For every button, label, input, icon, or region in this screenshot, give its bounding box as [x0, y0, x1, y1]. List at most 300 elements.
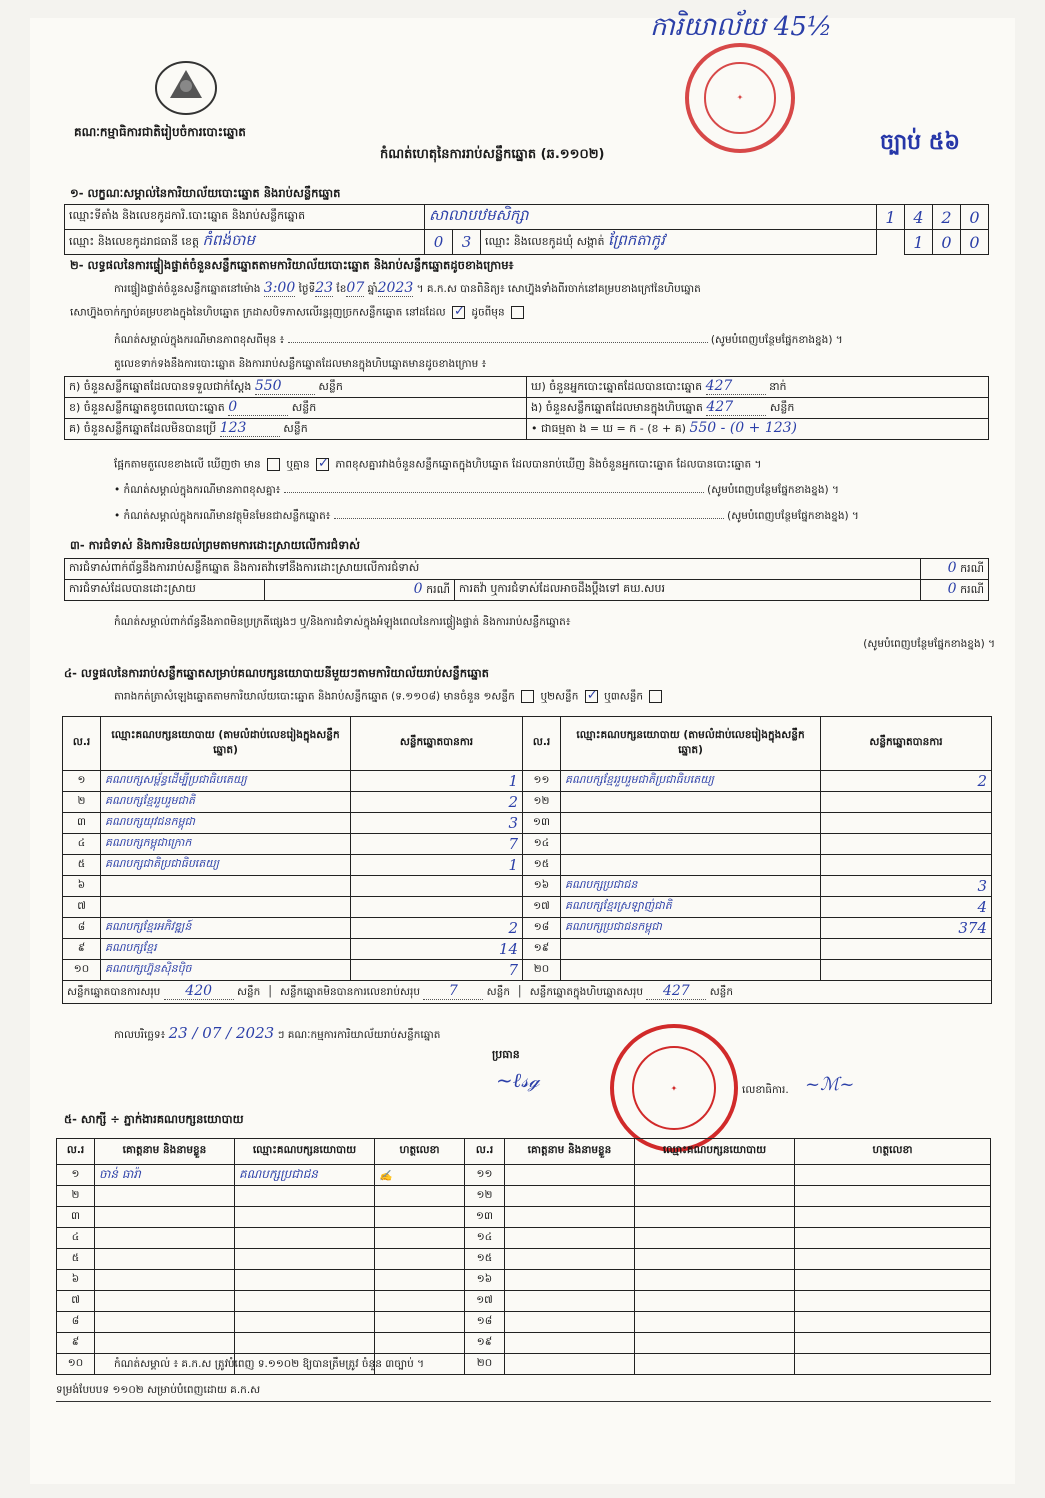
vote-right-party — [561, 960, 821, 981]
bullet1-text: • កំណត់សម្គាល់ក្នុងករណីមានភាពខុសគ្នា៖ — [114, 484, 281, 496]
vote-left-party: គណបក្សខ្មែរ — [101, 939, 351, 960]
total-invalid-label: សន្លឹកឆ្នោតមិនបានការលេខរាប់សរុប — [280, 986, 420, 998]
opt3-label: ឬ៣សន្លឹក — [604, 690, 644, 703]
col-votes-right: សន្លឹកឆ្នោតបានការ — [821, 717, 992, 771]
witness-left-name — [95, 1186, 235, 1207]
org-name: គណៈកម្មាធិការជាតិរៀបចំការបោះឆ្នោត — [74, 125, 246, 139]
witness-left-name: ចាន់ ធារ៉ា — [95, 1165, 235, 1186]
province-code-1: 0 — [425, 230, 453, 255]
line3-text: កំណត់សម្គាល់ក្នុងករណីមានភាពខុសពីមុន ៖ — [114, 334, 285, 346]
witness-left-sign — [375, 1291, 465, 1312]
witness-right-name — [505, 1165, 635, 1186]
resolved-label: ការជំទាស់ដែលបានដោះស្រាយ — [65, 580, 265, 601]
vote-left-no: ១ — [63, 771, 101, 792]
witness-right-party — [635, 1312, 795, 1333]
witness-right-no: ១៩ — [465, 1333, 505, 1354]
witness-left-name — [95, 1228, 235, 1249]
vote-right-party: គណបក្សប្រជាជនកម្ពុជា — [561, 918, 821, 939]
witness-right-sign — [795, 1354, 991, 1375]
section2-line4: តួលេខទាក់ទងនឹងការបោះឆ្នោត និងការរាប់សន្លឹកឆ្នោតដែលមានក្នុងហិបឆ្នោតមានដូចខាងក្រោម ៖ — [114, 358, 487, 370]
section2-line3 — [114, 334, 994, 349]
vote-left-votes: 7 — [351, 960, 523, 981]
vote-left-party: គណបក្សជាតិប្រជាធិបតេយ្យ — [101, 855, 351, 876]
witness-row — [57, 1186, 991, 1207]
witness-right-sign — [795, 1270, 991, 1291]
e-label: ង) ចំនួនសន្លឹកឆ្នោតដែលមានក្នុងហិបឆ្នោត — [531, 401, 703, 414]
date-value: 23 / 07 / 2023 — [168, 1024, 275, 1042]
formula — [527, 419, 989, 440]
bullet1-hint: (សូមបំពេញបន្ថែមផ្នែកខាងខ្នង) ។ — [707, 484, 839, 496]
section2-title: ២- លទ្ធផលនៃការផ្ទៀងផ្ទាត់ចំនួនសន្លឹកឆ្នោតតាមការិយាល័យបោះឆ្នោត និងរាប់សន្លឹកឆ្នោតដូចខាងក្រោម៖ — [70, 258, 514, 272]
witness-right-sign — [795, 1186, 991, 1207]
col-party-right: ឈ្មោះគណបក្សនយោបាយ (តាមលំដាប់លេខរៀងក្នុងសន្លឹកឆ្នោត) — [561, 717, 821, 771]
province-value: កំពង់ចាម — [202, 231, 255, 249]
chair-signature: ~ℓ𝓈ℊ — [496, 1068, 540, 1092]
vote-right-party — [561, 855, 821, 876]
vote-row — [63, 876, 992, 897]
witness-left-name — [95, 1249, 235, 1270]
witness-right-no: ១៨ — [465, 1312, 505, 1333]
total-box-unit: សន្លឹក — [709, 986, 734, 998]
resolved-value: 0 — [413, 581, 423, 597]
witness-right-party — [635, 1333, 795, 1354]
commune-label-text: ឈ្មោះ និងលេខកូដឃុំ សង្កាត់ — [485, 235, 605, 248]
form-footer: ទម្រង់បែបបទ ១១០២ សម្រាប់បំពេញដោយ គ.ក.ស — [56, 1384, 991, 1402]
vote-row — [63, 918, 992, 939]
day-label: ថ្ងៃទី — [298, 283, 316, 295]
objection-count — [920, 559, 988, 580]
site-code-3: 2 — [933, 205, 961, 230]
vote-left-votes: 14 — [351, 939, 523, 960]
line3-hint: (សូមបំពេញបន្ថែមផ្នែកខាងខ្នង) ។ — [710, 334, 843, 346]
committee-label: ៗ គណៈកម្មការការិយាល័យរាប់សន្លឹកឆ្នោត — [277, 1029, 441, 1041]
figure-b — [65, 398, 527, 419]
witness-right-no: ១១ — [465, 1165, 505, 1186]
vote-right-votes — [821, 813, 992, 834]
witness-left-sign — [375, 1333, 465, 1354]
vote-left-party — [101, 897, 351, 918]
witness-left-name — [95, 1207, 235, 1228]
witness-left-no: ៥ — [57, 1249, 95, 1270]
witness-left-sign — [375, 1312, 465, 1333]
resolved-unit: ករណី — [426, 583, 450, 596]
section5-note: កំណត់សម្គាល់ ៖ គ.ក.ស ត្រូវបំពេញ ទ.១១០២ ឱ្យបានត្រឹមត្រូវ ចំនួន ៣ច្បាប់ ។ — [114, 1358, 425, 1370]
vote-row — [63, 792, 992, 813]
objection-value: 0 — [947, 560, 957, 576]
witness-left-sign — [375, 1270, 465, 1291]
section3-hint: (សូមបំពេញបន្ថែមផ្នែកខាងខ្នង) ។ — [863, 638, 995, 650]
witness-row — [57, 1270, 991, 1291]
vote-left-votes: 3 — [351, 813, 523, 834]
vote-right-no: ១៩ — [523, 939, 561, 960]
witness-right-name — [505, 1186, 635, 1207]
vote-left-votes — [351, 897, 523, 918]
line5b-text: ឬគ្មាន — [286, 458, 310, 471]
opt-same-label: ដូចពីមុន — [471, 306, 505, 319]
witness-right-sign — [795, 1228, 991, 1249]
figure-c — [65, 419, 527, 440]
section4-sub — [114, 690, 665, 706]
witness-left-name — [95, 1333, 235, 1354]
witness-right-no: ១២ — [465, 1186, 505, 1207]
vote-right-votes — [821, 939, 992, 960]
section1-table — [64, 204, 989, 255]
bullet2-line — [114, 510, 994, 525]
witness-left-no: ៨ — [57, 1312, 95, 1333]
different-checkbox[interactable] — [511, 306, 524, 319]
witness-row — [57, 1228, 991, 1249]
date-line — [114, 1024, 440, 1044]
witness-left-party — [235, 1207, 375, 1228]
d-label: ឃ) ចំនួនអ្នកបោះឆ្នោតដែលបានបោះឆ្នោត — [531, 380, 703, 393]
total-valid-unit: សន្លឹក — [237, 986, 261, 998]
witness-right-sign — [795, 1207, 991, 1228]
appeal-unit: ករណី — [960, 583, 984, 596]
witness-right-no: ១៣ — [465, 1207, 505, 1228]
witness-left-sign: ✍ — [375, 1165, 465, 1186]
section2-line1 — [114, 280, 994, 298]
figure-a — [65, 377, 527, 398]
vote-left-no: ៥ — [63, 855, 101, 876]
vote-right-no: ១៥ — [523, 855, 561, 876]
vote-left-votes: 1 — [351, 855, 523, 876]
col-party-left: ឈ្មោះគណបក្សនយោបាយ (តាមលំដាប់លេខរៀងក្នុងសន្លឹកឆ្នោត) — [101, 717, 351, 771]
vote-left-party: គណបក្សខ្មែររួបរួមជាតិ — [101, 792, 351, 813]
commune-value: ព្រែកតាកូវ — [608, 231, 665, 249]
objection-unit: ករណី — [960, 562, 984, 575]
witness-right-sign — [795, 1291, 991, 1312]
witness-left-name — [95, 1270, 235, 1291]
col-votes-left: សន្លឹកឆ្នោតបានការ — [351, 717, 523, 771]
vote-right-no: ១៤ — [523, 834, 561, 855]
witness-left-party — [235, 1312, 375, 1333]
vote-right-no: ១១ — [523, 771, 561, 792]
w-col-no-left: ល.រ — [57, 1139, 95, 1165]
witness-left-party — [235, 1333, 375, 1354]
w-col-name-right: គោត្តនាម និងនាមខ្លួន — [505, 1139, 635, 1165]
appeal-label: ការតវ៉ា ឬការជំទាស់ដែលអាចដឹងប្តឹងទៅ គឃ.សបរ — [455, 580, 921, 601]
section4-title: ៤- លទ្ធផលនៃការរាប់សន្លឹកឆ្នោតសម្រាប់គណបក្សនយោបាយនីមួយៗតាមការិយាល័យរាប់សន្លឹកឆ្នោត — [64, 666, 489, 680]
d-value: 427 — [706, 378, 766, 395]
vote-left-no: ១០ — [63, 960, 101, 981]
witness-right-name — [505, 1291, 635, 1312]
vote-right-votes: 2 — [821, 771, 992, 792]
w-col-sign-right: ហត្ថលេខា — [795, 1139, 991, 1165]
day-value: 23 — [315, 280, 334, 296]
month-value: 07 — [346, 280, 365, 296]
vote-left-no: ៤ — [63, 834, 101, 855]
witness-right-party — [635, 1249, 795, 1270]
form-title: កំណត់ហេតុនៃការរាប់សន្លឹកឆ្នោត (ឆ.១១០២) — [380, 147, 605, 162]
time-value: 3:00 — [263, 280, 296, 296]
a-value: 550 — [255, 378, 315, 395]
witness-right-party — [635, 1228, 795, 1249]
vote-right-party — [561, 939, 821, 960]
vote-right-no: ១៧ — [523, 897, 561, 918]
section2-line5 — [114, 458, 994, 474]
figure-d — [527, 377, 989, 398]
has-difference-checkbox[interactable] — [267, 458, 280, 471]
section3-title: ៣- ការជំទាស់ និងការមិនយល់ព្រមតាមការដោះស្រាយលើការជំទាស់ — [70, 538, 361, 552]
witness-left-no: ៣ — [57, 1207, 95, 1228]
ballot-count-form — [30, 12, 1015, 1484]
formula-value: 550 - (0 + 123) — [689, 420, 798, 436]
vote-right-votes: 3 — [821, 876, 992, 897]
vote-row — [63, 960, 992, 981]
site-label: ឈ្មោះទីតាំង និងលេខកូដការិ.បោះឆ្នោត និងរាប់សន្លឹកឆ្នោត — [65, 205, 425, 230]
official-stamp-bottom: ✦ — [610, 1024, 738, 1152]
vote-left-party: គណបក្សសម្ព័ន្ធដើម្បីប្រជាធិបតេយ្យ — [101, 771, 351, 792]
witness-left-name — [95, 1312, 235, 1333]
witness-right-party — [635, 1270, 795, 1291]
bullet1-line — [114, 484, 994, 499]
witness-left-no: ៦ — [57, 1270, 95, 1291]
witness-row — [57, 1333, 991, 1354]
vote-right-no: ១៦ — [523, 876, 561, 897]
witness-row — [57, 1291, 991, 1312]
witness-right-sign — [795, 1165, 991, 1186]
witness-row — [57, 1165, 991, 1186]
vote-right-votes: 4 — [821, 897, 992, 918]
vote-right-no: ១៨ — [523, 918, 561, 939]
site-code-1: 1 — [877, 205, 905, 230]
witness-row — [57, 1312, 991, 1333]
one-sheet-checkbox[interactable] — [521, 690, 534, 703]
vote-right-party — [561, 834, 821, 855]
witness-left-no: ៧ — [57, 1291, 95, 1312]
vote-row — [63, 939, 992, 960]
vote-left-no: ៦ — [63, 876, 101, 897]
vote-right-party: គណបក្សប្រជាជន — [561, 876, 821, 897]
e-unit: សន្លឹក — [769, 401, 795, 414]
no-difference-checkbox[interactable] — [316, 458, 329, 471]
vote-row — [63, 897, 992, 918]
line5c-text: ភាពខុសគ្នារវាងចំនួនសន្លឹកឆ្នោតក្នុងហិបឆ្នោត ដែលបានរាប់ឃើញ និងចំនួនអ្នកបោះឆ្នោត ដែលបានបោះឆ្នោត ។ — [335, 458, 762, 471]
formula-label: • ជាធម្មតា ង = ឃ = ក - (ខ + គ) — [531, 422, 686, 435]
w-col-sign-left: ហត្ថលេខា — [375, 1139, 465, 1165]
site-code-4: 0 — [961, 205, 989, 230]
vote-row — [63, 813, 992, 834]
witness-right-no: ១៦ — [465, 1270, 505, 1291]
secretary-label: លេខាធិការ. — [742, 1084, 789, 1096]
vote-right-party: គណបក្សខ្មែររួបរួមជាតិប្រជាធិបតេយ្យ — [561, 771, 821, 792]
objections-table — [64, 558, 989, 601]
w-col-party-left: ឈ្មោះគណបក្សនយោបាយ — [235, 1139, 375, 1165]
witness-right-name — [505, 1354, 635, 1375]
witness-right-name — [505, 1333, 635, 1354]
vote-left-no: ៧ — [63, 897, 101, 918]
secretary-signature: ~ℳ~ — [805, 1074, 855, 1095]
vote-left-party: គណបក្សខ្មែរអភិវឌ្ឍន៍ — [101, 918, 351, 939]
vote-left-party: គណបក្សយុវជនកម្ពុជា — [101, 813, 351, 834]
vote-right-party — [561, 813, 821, 834]
total-box-value: 427 — [646, 983, 706, 1000]
totals-row: សន្លឹកឆ្នោតបានការសរុប 420 សន្លឹក │ សន្លឹកឆ្នោតមិនបានការលេខរាប់សរុប 7 សន្លឹក │ សន្លឹកឆ្នោតក្នុងហិបឆ្នោតសរុប 427 សន្លឹក — [63, 981, 992, 1004]
line1b-text: ។ គ.ក.ស បានពិនិត្យ៖ សោហ្វ៊ុងទាំងពីរចាក់នៅគម្របខាងក្រៅនៃហិបឆ្នោត — [416, 283, 701, 295]
same-checkbox[interactable] — [452, 306, 465, 319]
b-label: ខ) ចំនួនសន្លឹកឆ្នោតខូចពេលបោះឆ្នោត — [69, 401, 225, 414]
witness-left-party — [235, 1249, 375, 1270]
month-label: ខែ — [336, 283, 347, 295]
witness-right-party — [635, 1165, 795, 1186]
site-code-2: 4 — [905, 205, 933, 230]
date-label: កាលបរិច្ឆេទ៖ — [114, 1029, 166, 1041]
vote-left-votes: 2 — [351, 918, 523, 939]
witness-left-sign — [375, 1228, 465, 1249]
witness-left-party — [235, 1228, 375, 1249]
figure-e — [527, 398, 989, 419]
sub-text: តារាងកត់ត្រាសំឡេងឆ្នោតតាមការិយាល័យបោះឆ្នោត និងរាប់សន្លឹកឆ្នោត (ទ.១១០៨) មានចំនួន ១សន្លឹក — [114, 690, 515, 703]
witness-right-name — [505, 1312, 635, 1333]
c-unit: សន្លឹក — [283, 422, 308, 435]
emblem-logo — [150, 58, 222, 120]
e-value: 427 — [706, 399, 766, 416]
section2-line2 — [70, 306, 527, 322]
appeal-count — [920, 580, 988, 601]
b-value: 0 — [228, 399, 288, 416]
w-col-no-right: ល.រ — [465, 1139, 505, 1165]
witness-right-party — [635, 1291, 795, 1312]
resolved-count — [265, 580, 455, 601]
vote-right-party: គណបក្សខ្មែរស្រឡាញ់ជាតិ — [561, 897, 821, 918]
witness-table — [56, 1138, 991, 1375]
witness-right-sign — [795, 1249, 991, 1270]
witness-left-party — [235, 1186, 375, 1207]
witness-row — [57, 1249, 991, 1270]
vote-left-no: ៨ — [63, 918, 101, 939]
appeal-value: 0 — [947, 581, 957, 597]
vote-right-votes: 374 — [821, 918, 992, 939]
vote-left-votes: 7 — [351, 834, 523, 855]
section3-note: កំណត់សម្គាល់ពាក់ព័ន្ធនឹងភាពមិនប្រក្រតីផ្សេងៗ ឬ/និងការជំទាស់ក្នុងអំឡុងពេលនៃការផ្ទៀងផ្ទាត់ និងការរាប់សន្លឹកឆ្នោត៖ — [114, 616, 571, 628]
witness-left-sign — [375, 1249, 465, 1270]
w-col-party-right: ឈ្មោះគណបក្សនយោបាយ — [635, 1139, 795, 1165]
three-sheet-checkbox[interactable] — [649, 690, 662, 703]
official-stamp-top: ✦ — [685, 43, 795, 153]
witness-right-no: ២០ — [465, 1354, 505, 1375]
handwritten-office-number: ការិយាល័យ​ 45½ — [650, 12, 833, 42]
witness-left-party — [235, 1270, 375, 1291]
bullet2-hint: (សូមបំពេញបន្ថែមផ្នែកខាងខ្នង) ។ — [727, 510, 859, 522]
witness-right-sign — [795, 1333, 991, 1354]
a-unit: សន្លឹក — [318, 380, 343, 393]
witness-right-name — [505, 1207, 635, 1228]
commune-label — [481, 230, 877, 255]
witness-left-no: ៤ — [57, 1228, 95, 1249]
col-no-right: ល.រ — [523, 717, 561, 771]
witness-right-no: ១៤ — [465, 1228, 505, 1249]
d-unit: នាក់ — [769, 380, 787, 393]
year-value: 2023 — [377, 280, 414, 296]
witness-right-no: ១៥ — [465, 1249, 505, 1270]
witness-left-no: ២ — [57, 1186, 95, 1207]
witness-right-name — [505, 1228, 635, 1249]
vote-right-no: ១៣ — [523, 813, 561, 834]
province-label-text: ឈ្មោះ និងលេខកូដរាជធានី ខេត្ត — [69, 235, 199, 248]
line1-text: ការផ្ទៀងផ្ទាត់ចំនួនសន្លឹកឆ្នោតនៅម៉ោង — [114, 283, 261, 295]
vote-right-no: ១២ — [523, 792, 561, 813]
vote-left-votes — [351, 876, 523, 897]
vote-left-party: គណបក្សកម្ពុជាក្រោក — [101, 834, 351, 855]
site-value: សាលាបឋមសិក្សា — [425, 205, 877, 230]
witness-left-no: ៩ — [57, 1333, 95, 1354]
witness-left-party: គណបក្សប្រជាជន — [235, 1165, 375, 1186]
witness-right-party — [635, 1354, 795, 1375]
witness-right-name — [505, 1249, 635, 1270]
ballot-figures-table — [64, 376, 989, 440]
chair-label: ប្រធាន — [492, 1048, 520, 1061]
vote-left-party — [101, 876, 351, 897]
vote-right-votes — [821, 834, 992, 855]
total-valid-label: សន្លឹកឆ្នោតបានការសរុប — [67, 986, 161, 998]
vote-right-votes — [821, 960, 992, 981]
line5a-text: ផ្អែកតាមតួលេខខាងលើ ឃើញថា មាន — [114, 458, 261, 471]
vote-left-votes: 1 — [351, 771, 523, 792]
w-col-name-left: គោត្តនាម និងនាមខ្លួន — [95, 1139, 235, 1165]
objection-label: ការជំទាស់ពាក់ព័ន្ធនឹងការរាប់សន្លឹកឆ្នោត និងការតវ៉ាទៅនឹងការដោះស្រាយលើការជំទាស់ — [65, 559, 921, 580]
bullet2-text: • កំណត់សម្គាល់ក្នុងករណីមានវត្ថុមិនមែនជាសន្លឹកឆ្នោត៖ — [114, 510, 331, 522]
witness-left-no: ១០ — [57, 1354, 95, 1375]
c-value: 123 — [220, 420, 280, 437]
vote-row — [63, 771, 992, 792]
total-invalid-unit: សន្លឹក — [486, 986, 510, 998]
commune-code-1: 1 — [905, 230, 933, 255]
total-valid-value: 420 — [164, 983, 234, 1000]
vote-row — [63, 855, 992, 876]
witness-left-sign — [375, 1186, 465, 1207]
c-label: គ) ចំនួនសន្លឹកឆ្នោតដែលមិនបានប្រើ — [69, 422, 217, 435]
witness-right-name — [505, 1270, 635, 1291]
province-code-2: 3 — [453, 230, 481, 255]
witness-left-party — [235, 1291, 375, 1312]
vote-row — [63, 834, 992, 855]
witness-left-name — [95, 1291, 235, 1312]
section1-title: ១- លក្ខណៈសម្គាល់នៃការិយាល័យបោះឆ្នោត និងរាប់សន្លឹកឆ្នោត — [70, 186, 341, 200]
votes-table — [62, 716, 992, 1004]
witness-right-sign — [795, 1312, 991, 1333]
line2-text: សោហ្វ៊ុងចាក់ក្បាប់គម្របខាងក្នុងនៃហិបឆ្នោត ក្រដាសបិទភាសលើរន្ធរុញច្រកសន្លឹកឆ្នោត នៅដដែល — [70, 306, 446, 319]
year-label: ឆ្នាំ — [367, 283, 378, 295]
vote-left-no: ៣ — [63, 813, 101, 834]
vote-right-votes — [821, 855, 992, 876]
section5-title: ៥- សាក្សី ÷ ភ្នាក់ងារគណបក្សនយោបាយ — [64, 1112, 244, 1126]
vote-left-party: គណបក្សហ្វ៊ុនស៊ិនប៉ិច — [101, 960, 351, 981]
vote-right-no: ២០ — [523, 960, 561, 981]
witness-left-no: ១ — [57, 1165, 95, 1186]
witness-right-party — [635, 1186, 795, 1207]
commune-code-2: 0 — [933, 230, 961, 255]
total-invalid-value: 7 — [423, 983, 483, 1000]
vote-left-no: ២ — [63, 792, 101, 813]
b-unit: សន្លឹក — [291, 401, 317, 414]
vote-right-party — [561, 792, 821, 813]
opt2-label: ឬ២សន្លឹក — [540, 690, 579, 703]
two-sheet-checkbox[interactable] — [585, 690, 598, 703]
witness-left-sign — [375, 1207, 465, 1228]
total-box-label: សន្លឹកឆ្នោតក្នុងហិបឆ្នោតសរុប — [529, 986, 643, 998]
witness-right-party — [635, 1207, 795, 1228]
witness-row — [57, 1207, 991, 1228]
vote-left-votes: 2 — [351, 792, 523, 813]
a-label: ក) ចំនួនសន្លឹកឆ្នោតដែលបានទទួលជាក់ស្តែង — [69, 380, 252, 393]
witness-right-no: ១៧ — [465, 1291, 505, 1312]
vote-left-no: ៩ — [63, 939, 101, 960]
copy-label: ច្បាប់ ៥៦ — [880, 130, 960, 155]
vote-right-votes — [821, 792, 992, 813]
province-label — [65, 230, 425, 255]
commune-code-3: 0 — [961, 230, 989, 255]
col-no-left: ល.រ — [63, 717, 101, 771]
